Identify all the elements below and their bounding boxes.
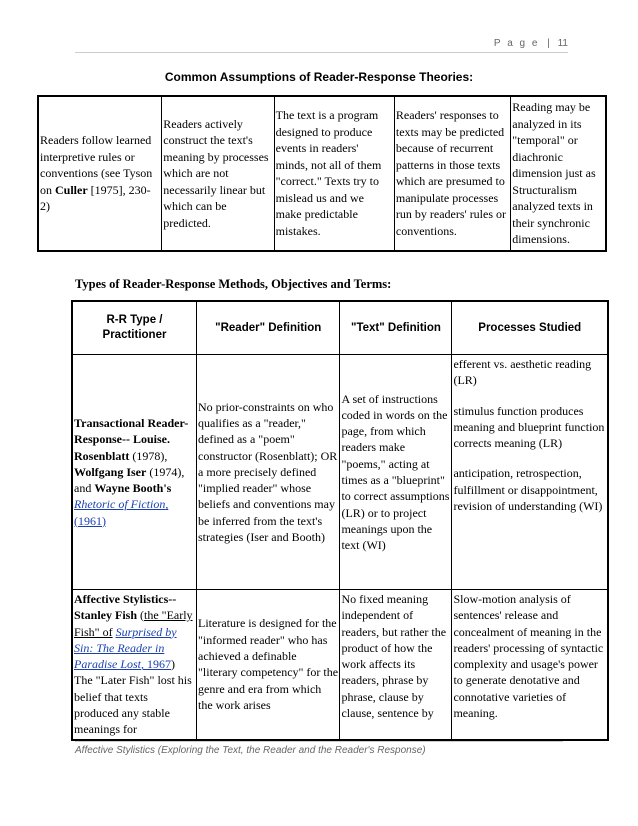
reader-definition-cell: No prior-constraints on who qualifies as a "reader," defined as a "poem" constructor (Rosenblatt); OR a more precisely defined "implied reader" whose beliefs and conventions may be inferred from the text's strategies (Iser and Booth): [197, 355, 340, 590]
page-header: [494, 38, 568, 49]
cell-line: 2): [40, 199, 50, 213]
cell-line: [40, 182, 160, 199]
text-definition-cell: A set of instructions coded in words on the page, from which readers make "poems," acting at times as a "blueprint" to correct assumptions (LR) or to project meanings upon the text (WI): [340, 355, 452, 590]
book-link[interactable]: Surprised by Sin: The Reader in Paradise Lost: [74, 624, 177, 672]
assumption-cell: The text is a program designed to produce events in readers' minds, not all of them "correct." Texts try to mislead us and we make predictable mistakes.: [274, 96, 394, 251]
column-header: Processes Studied: [452, 301, 608, 355]
assumption-cell: Readers actively construct the text's meaning by processes which are not necessarily linear but which can be predicted.: [162, 96, 274, 251]
page-separator: |: [547, 38, 550, 49]
page-footer: Affective Stylistics (Exploring the Text, the Reader and the Reader's Response): [75, 745, 426, 756]
text-definition-cell: No fixed meaning independent of readers, but rather the product of how the work affects its readers, phrase by phrase, clause by clause, sentence by: [340, 590, 452, 740]
methods-table: [71, 300, 609, 741]
author-name: Wolfgang Iser: [74, 464, 147, 479]
table-header-row: [72, 301, 608, 355]
footer-rule: [75, 741, 563, 742]
assumption-cell: Readers' responses to texts may be predicted because of recurrent patterns in those texts which are presumed to manipulate processes run by readers' rules or conventions.: [394, 96, 510, 251]
text-run: the "Early Fish" of: [74, 608, 193, 639]
cell-line: Readers follow learned: [40, 133, 152, 147]
table-row: [38, 96, 606, 251]
cell-line: interpretive rules or: [40, 149, 135, 164]
table-row: [72, 590, 608, 740]
assumption-cell: [38, 96, 162, 251]
column-header: R-R Type / Practitioner: [72, 301, 197, 355]
book-link[interactable]: Rhetoric of Fiction: [74, 497, 166, 512]
assumptions-table: [37, 95, 607, 252]
section2-title: Types of Reader-Response Methods, Objectives and Terms:: [75, 277, 392, 291]
assumption-cell: Reading may be analyzed in its "temporal" or diachronic dimension just as Structuralism analyzed texts in their synchronic dimensions.: [511, 96, 606, 251]
book-year-link[interactable]: , 1967: [141, 657, 172, 672]
text-run: ) The "Later Fish" lost his belief that texts produced any stable meanings for: [74, 657, 192, 737]
process-item: efferent vs. aesthetic reading (LR): [453, 357, 592, 388]
page-number: 11: [557, 38, 568, 49]
processes-cell: [452, 355, 608, 590]
page-label: P a g e: [493, 38, 540, 49]
book-year-link[interactable]: , (1961): [74, 497, 169, 528]
header-rule: [75, 52, 568, 53]
text-run: [1975], 230-: [87, 182, 151, 197]
type-cell: [72, 355, 197, 590]
text-run: (1978),: [129, 448, 168, 463]
method-name: Affective Stylistics-- Stanley Fish: [74, 592, 177, 623]
process-item: anticipation, retrospection, fulfillment or disappointment, revision of understanding (WI): [453, 466, 603, 514]
table-row: [72, 355, 608, 590]
column-header: "Text" Definition: [340, 301, 452, 355]
text-run: (: [137, 608, 145, 623]
processes-cell: Slow-motion analysis of sentences' release and concealment of meaning in the readers' processing of syntactic complexity and usage's power to generate denotative and connotative varieties of meaning.: [452, 590, 608, 740]
column-header: "Reader" Definition: [197, 301, 340, 355]
reader-definition-cell: Literature is designed for the "informed reader" who has achieved a definable "literary competency" for the genre and era from which the work arises: [197, 590, 340, 740]
process-item: stimulus function produces meaning and blueprint function corrects meaning (LR): [453, 403, 605, 451]
method-name: Transactional Reader-Response-- Louise. Rosenblatt: [74, 415, 189, 463]
text-run: (1974), and: [74, 464, 185, 496]
author-name: Culler: [55, 182, 88, 197]
text-run: on: [40, 182, 55, 197]
author-name: Wayne Booth's: [94, 481, 172, 496]
cell-line: conventions (see Tyson: [40, 166, 153, 180]
section1-title: Common Assumptions of Reader-Response Theories:: [164, 70, 474, 84]
type-cell: [72, 590, 197, 740]
